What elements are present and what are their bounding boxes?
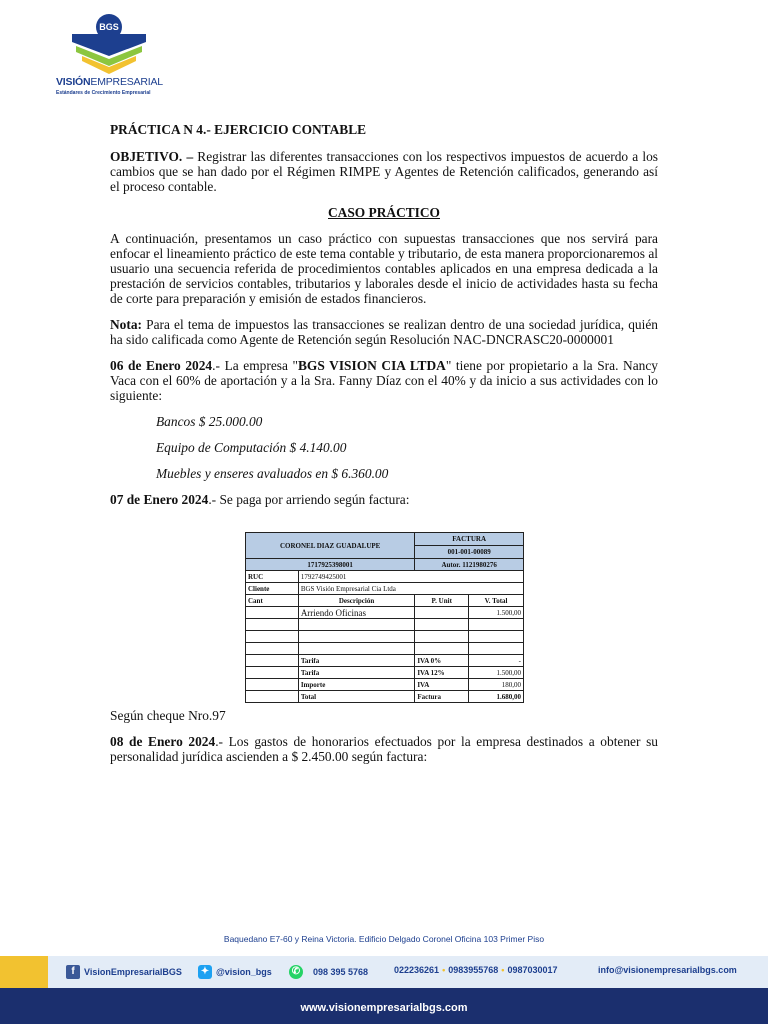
twitter-link[interactable]: ✦ @vision_bgs (198, 965, 272, 979)
tarifa-12-label: Tarifa (298, 667, 415, 679)
invoice-issuer-ruc: 1717925398001 (246, 559, 415, 571)
line-total: 1.500,00 (469, 607, 524, 619)
phone-numbers: 022236261 • 0983955768 • 0987030017 (394, 965, 558, 975)
tarifa-0-type: IVA 0% (415, 655, 469, 667)
website-link[interactable]: www.visionempresarialbgs.com (300, 1002, 468, 1014)
table-row (246, 631, 524, 643)
email-link[interactable]: info@visionempresarialbgs.com (598, 965, 737, 975)
whatsapp-icon: ✆ (289, 965, 303, 979)
tarifa-0-value: - (469, 655, 524, 667)
table-row (246, 607, 524, 619)
tarifa-12-type: IVA 12% (415, 667, 469, 679)
entry-jan-07: 07 de Enero 2024.- Se paga por arriendo según factura: (110, 492, 410, 507)
total-value: 1.680,00 (469, 691, 524, 703)
table-row (246, 679, 524, 691)
logo-subtitle: Estándares de Crecimiento Empresarial (56, 90, 151, 96)
footer-contact-bar (0, 956, 768, 988)
invoice-autor: Autor. 1121980276 (415, 559, 524, 571)
logo-chevrons-icon (72, 34, 146, 76)
cliente-value: BGS Visión Empresarial Cia Ltda (298, 583, 523, 595)
document-body (110, 122, 658, 518)
importe-value: 180,00 (469, 679, 524, 691)
footer-accent (0, 956, 48, 988)
note-paragraph: Nota: Para el tema de impuestos las transacciones se realizan dentro de una sociedad jurídica, quién ha sido calificada como Agente de Retención según Resolución NAC-DNCRASC20-0000001 (110, 317, 658, 347)
entry-jan-06: 06 de Enero 2024.- La empresa "BGS VISION CIA LTDA" tiene por propietario a la Sra. Nancy Vaca con el 60% de aportación y a la Sra. Fanny Díaz con el 40% y da inicio a sus actividades con lo siguiente: (110, 358, 658, 403)
ruc-value: 1792749425001 (298, 571, 523, 583)
document-body-continued (110, 708, 658, 764)
twitter-icon: ✦ (198, 965, 212, 979)
invoice-number: 001-001-00089 (415, 546, 524, 559)
company-logo (52, 12, 172, 98)
tarifa-12-value: 1.500,00 (469, 667, 524, 679)
table-row (246, 691, 524, 703)
total-label: Total (298, 691, 415, 703)
footer-address: Baquedano E7-60 y Reina Victoria. Edificio Delgado Coronel Oficina 103 Primer Piso (223, 934, 545, 944)
invoice-factura-label: FACTURA (415, 533, 524, 546)
ruc-label: RUC (246, 571, 299, 583)
whatsapp-link[interactable]: ✆ 098 395 5768 (289, 965, 368, 979)
cheque-line: Según cheque Nro.97 (110, 708, 226, 723)
table-row (246, 643, 524, 655)
col-vtotal: V. Total (469, 595, 524, 607)
importe-label: Importe (298, 679, 415, 691)
importe-type: IVA (415, 679, 469, 691)
col-descripcion: Descripción (298, 595, 415, 607)
item-bancos: Bancos $ 25.000.00 (156, 414, 263, 429)
facebook-icon: f (66, 965, 80, 979)
table-row (246, 655, 524, 667)
document-title: PRÁCTICA N 4.- EJERCICIO CONTABLE (110, 122, 367, 137)
cliente-label: Cliente (246, 583, 299, 595)
entry-jan-08: 08 de Enero 2024.- Los gastos de honorarios efectuados por la empresa destinados a obtener su personalidad jurídica ascienden a $ 2.450.00 según factura: (110, 734, 658, 764)
item-muebles: Muebles y enseres avaluados en $ 6.360.00 (156, 466, 389, 481)
intro-paragraph: A continuación, presentamos un caso práctico con supuestas transacciones que nos servirá para enfocar el lineamiento práctico de este tema contable y tributario, de esta manera proporcionaremos al usuario una secuencia referida de procedimientos contables aplicados en una empresa dedicada a la prestación de servicios contables, tributarios y laborales desde el inicio de actividades hasta su fecha de corte para preparación y emisión de estados financieros. (110, 231, 658, 306)
col-cant: Cant (246, 595, 299, 607)
logo-title: VISIÓNEMPRESARIAL (56, 76, 163, 88)
col-punit: P. Unit (415, 595, 469, 607)
total-type: Factura (415, 691, 469, 703)
table-row (246, 619, 524, 631)
line-description: Arriendo Oficinas (298, 607, 415, 619)
case-heading: CASO PRÁCTICO (328, 205, 440, 220)
item-equipo: Equipo de Computación $ 4.140.00 (156, 440, 347, 455)
objective-paragraph: OBJETIVO. – Registrar las diferentes transacciones con los respectivos impuestos de acuerdo a los cambios que se han dado por el Régimen RIMPE y Agentes de Retención calificados, generando así el proceso contable. (110, 149, 658, 194)
invoice-table (245, 532, 524, 703)
table-row (246, 667, 524, 679)
logo-badge: BGS (96, 14, 122, 40)
facebook-link[interactable]: f VisionEmpresarialBGS (66, 965, 182, 979)
tarifa-0-label: Tarifa (298, 655, 415, 667)
invoice-issuer: CORONEL DIAZ GUADALUPE (246, 533, 415, 559)
